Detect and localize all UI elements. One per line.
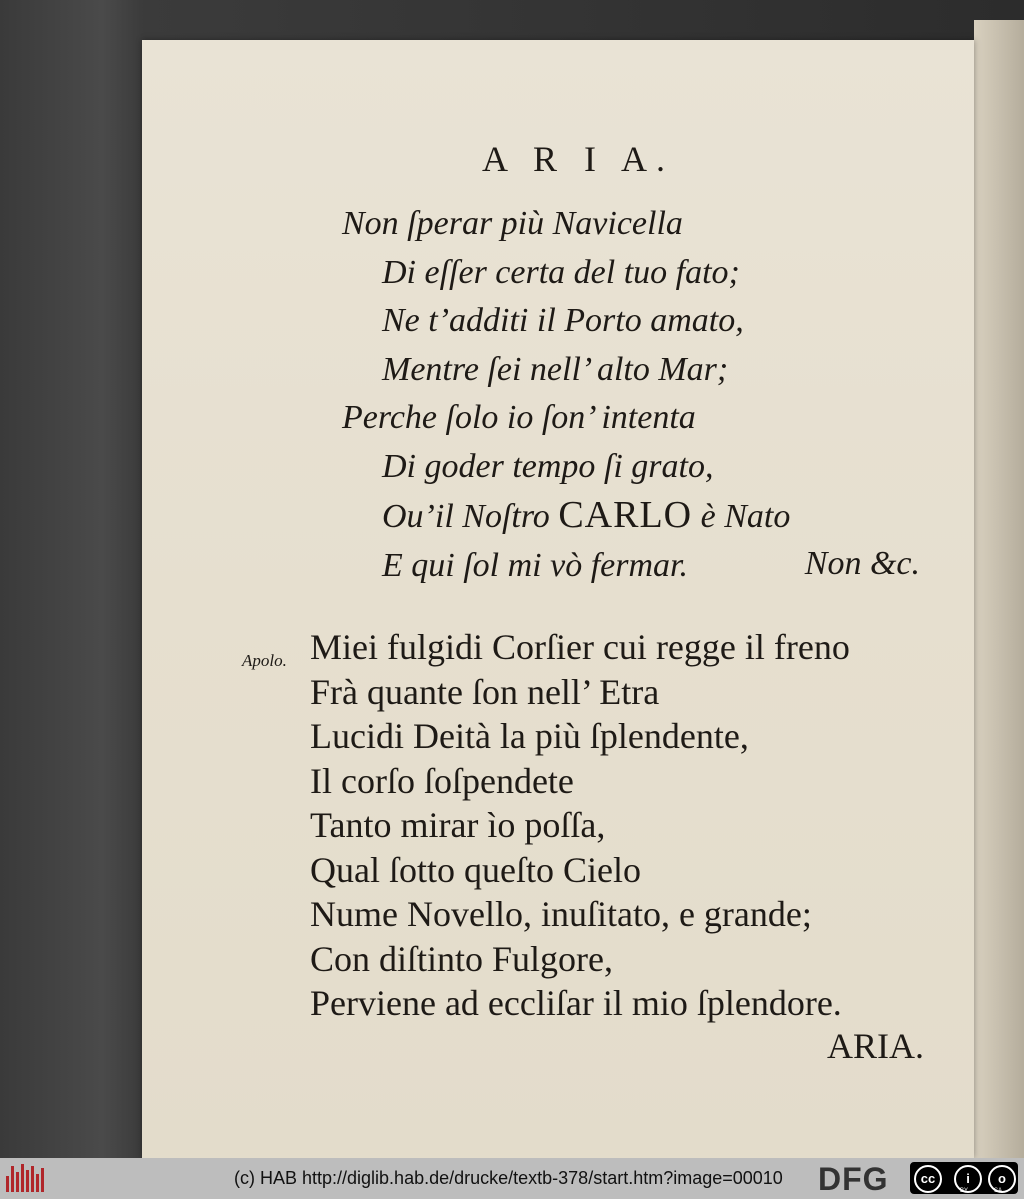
stanza-line: E qui ſol mi vò fermar. [382,546,688,584]
sa-label: SA [994,1188,1003,1194]
dfg-logo: DFG [818,1161,889,1197]
recitative-line: Frà quante ſon nell’ Etra [310,671,660,712]
stanza-line: Mentre ſei nell’ alto Mar; [382,350,729,388]
share-alike-icon: o [988,1165,1016,1193]
recitative-text: Miei fulgidi Corſier cui regge il freno [310,627,850,667]
recitative-line: Nume Novello, inuſitato, e grande; [310,894,812,934]
library-logo-icon [6,1164,46,1192]
next-aria-heading: ARIA. [827,1026,924,1066]
cc-icon: cc [914,1165,942,1193]
stanza-line [342,491,790,542]
speaker-name: Apolo. [242,651,287,670]
aria-stanza [342,200,790,590]
recitative-line: Tanto mirar ìo poſſa, [310,805,606,845]
recitative-line [242,625,850,670]
footer-bar [0,1158,1024,1199]
refrain-cue: Non &c. [804,545,920,582]
aria-heading: A R I A. [481,139,675,179]
recitative-line: Con diſtinto Fulgore, [310,938,614,979]
stanza-line: Perche ſolo io ſon’ intenta [342,399,696,436]
stanza-line: Di goder tempo ſi grato, [382,447,714,485]
recitative [242,625,850,1026]
copyright-link[interactable]: (c) HAB http://diglib.hab.de/drucke/textb-378/start.htm?image=00010 [234,1168,783,1188]
stanza-name-carlo: CARLO [558,494,693,536]
recitative-line: Perviene ad eccliſar il mio ſplendore. [310,983,842,1023]
stanza-line: Di eſſer certa del tuo fato; [382,253,740,291]
by-label: BY [960,1188,969,1194]
cc-license-badge[interactable] [910,1162,1018,1194]
stanza-line: Non ſperar più Navicella [342,205,683,242]
recitative-line: Lucidi Deità la più ſplendente, [310,716,749,756]
recitative-line: Qual ſotto queſto Cielo [310,849,641,890]
stanza-text: è Nato [700,498,791,535]
book-page [142,40,974,1158]
stanza-line: Ne t’additi il Porto amato, [382,302,744,339]
recitative-line: Il corſo ſoſpendete [310,760,574,801]
facing-page-edge [974,20,1024,1158]
attribution-icon: i [954,1165,982,1193]
stanza-text: Ou’il Noſtro [382,498,550,535]
